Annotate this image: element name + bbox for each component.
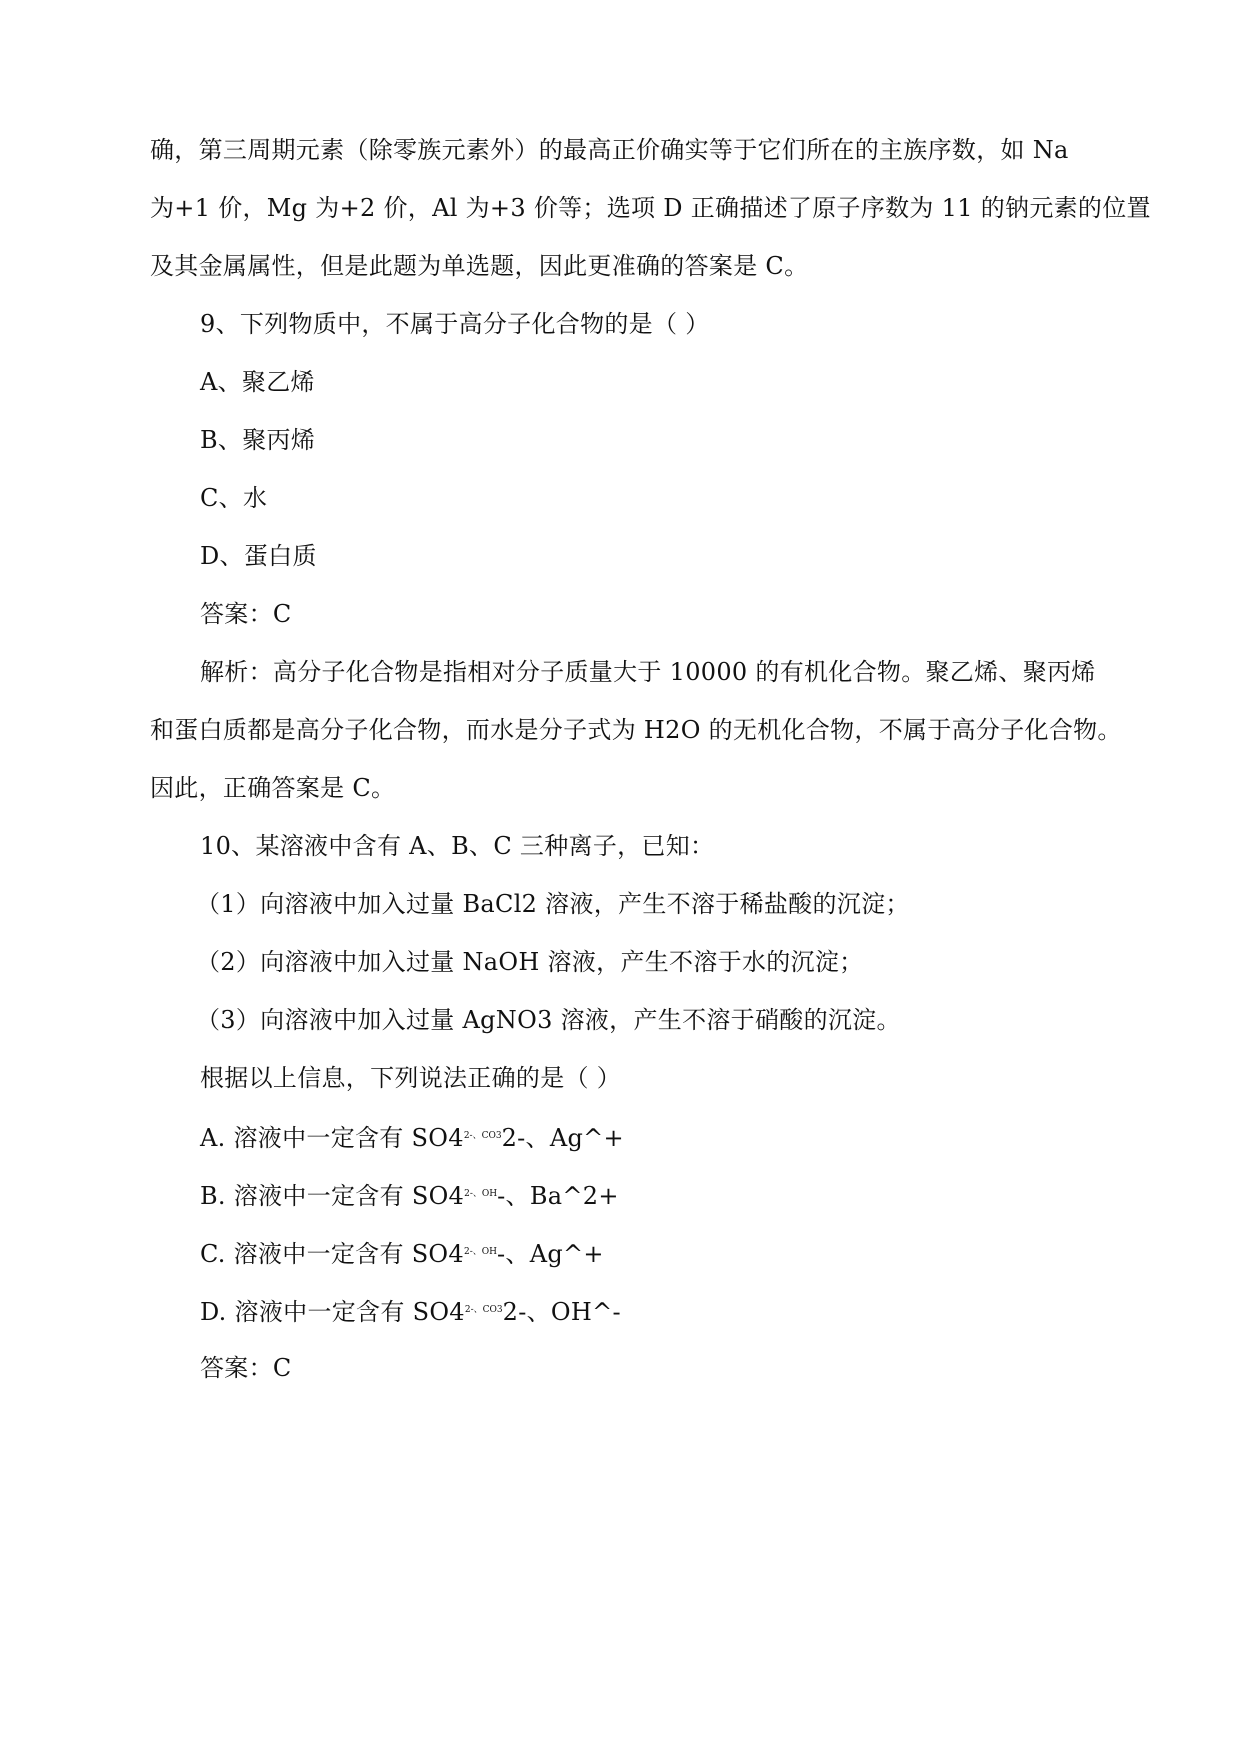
- question-9-answer: 答案：C: [200, 600, 292, 628]
- option-superscript: 2-、CO3: [464, 1305, 503, 1315]
- question-10-condition-1: （1）向溶液中加入过量 BaCl2 溶液，产生不溶于稀盐酸的沉淀；: [196, 890, 910, 918]
- option-superscript: 2-、OH: [463, 1247, 497, 1257]
- paragraph-line: 为+1 价，Mg 为+2 价，Al 为+3 价等；选项 D 正确描述了原子序数为 11 的钠元素的位置: [150, 194, 1151, 222]
- question-9-option-a: A、聚乙烯: [200, 368, 315, 396]
- question-9-option-d: D、蛋白质: [200, 542, 317, 570]
- option-text-tail: -、Ba^2+: [497, 1182, 619, 1210]
- question-10-option-a: [200, 1119, 1160, 1155]
- option-text: B. 溶液中一定含有 SO4: [200, 1182, 465, 1210]
- option-superscript: 2-、CO3: [463, 1131, 502, 1141]
- question-10-condition-2: （2）向溶液中加入过量 NaOH 溶液，产生不溶于水的沉淀；: [196, 948, 864, 976]
- question-10-prompt: 根据以上信息，下列说法正确的是（ ）: [200, 1064, 622, 1092]
- question-10-option-c: [200, 1235, 1160, 1271]
- question-9-option-c: C、水: [200, 484, 268, 512]
- question-9-explanation-line: 因此，正确答案是 C。: [150, 774, 396, 802]
- question-10-option-b: [200, 1177, 1160, 1213]
- question-9-explanation-line: 和蛋白质都是高分子化合物，而水是分子式为 H2O 的无机化合物，不属于高分子化合物。: [150, 716, 1122, 744]
- question-9-option-b: B、聚丙烯: [200, 426, 316, 454]
- question-9-explanation-line: 解析：高分子化合物是指相对分子质量大于 10000 的有机化合物。聚乙烯、聚丙烯: [200, 658, 1096, 686]
- question-10-option-d: [200, 1293, 1160, 1329]
- option-text: A. 溶液中一定含有 SO4: [200, 1124, 464, 1152]
- option-text-tail: 2-、OH^-: [502, 1298, 621, 1326]
- question-10-condition-3: （3）向溶液中加入过量 AgNO3 溶液，产生不溶于硝酸的沉淀。: [196, 1006, 901, 1034]
- paragraph-line: 及其金属属性，但是此题为单选题，因此更准确的答案是 C。: [150, 252, 809, 280]
- paragraph-line: 确，第三周期元素（除零族元素外）的最高正价确实等于它们所在的主族序数，如 Na: [150, 136, 1069, 164]
- question-10-stem: 10、某溶液中含有 A、B、C 三种离子，已知：: [200, 832, 715, 860]
- question-10-answer: 答案：C: [200, 1354, 292, 1382]
- option-text-tail: 2-、Ag^+: [501, 1124, 624, 1152]
- option-text-tail: -、Ag^+: [496, 1240, 604, 1268]
- option-superscript: 2-、OH: [464, 1189, 498, 1199]
- option-text: D. 溶液中一定含有 SO4: [200, 1298, 465, 1326]
- question-9-stem: 9、下列物质中，不属于高分子化合物的是（ ）: [200, 310, 710, 338]
- option-text: C. 溶液中一定含有 SO4: [200, 1240, 464, 1268]
